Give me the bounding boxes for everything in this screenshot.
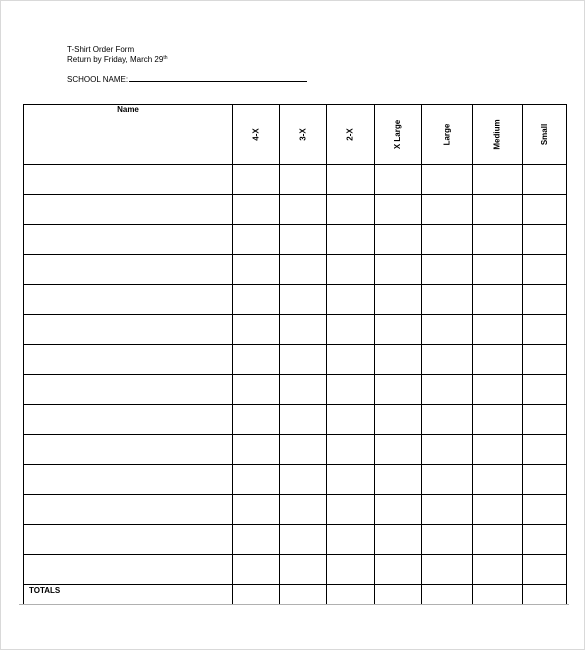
table-row	[24, 225, 567, 255]
form-title: T-Shirt Order Form	[67, 45, 135, 54]
totals-row	[24, 585, 567, 605]
size-quantity-cell[interactable]	[233, 165, 280, 195]
column-header-small	[523, 105, 567, 165]
size-quantity-cell[interactable]	[422, 555, 473, 585]
size-quantity-cell[interactable]	[523, 165, 567, 195]
table-row	[24, 435, 567, 465]
size-quantity-cell[interactable]	[523, 375, 567, 405]
name-cell[interactable]	[24, 225, 233, 255]
column-header-label: Medium	[492, 119, 502, 150]
name-cell[interactable]	[24, 555, 233, 585]
size-quantity-cell[interactable]	[422, 525, 473, 555]
size-quantity-cell[interactable]	[233, 375, 280, 405]
size-quantity-cell[interactable]	[523, 525, 567, 555]
size-quantity-cell[interactable]	[523, 285, 567, 315]
size-quantity-cell[interactable]	[233, 255, 280, 285]
column-header-label: 4-X	[251, 128, 261, 141]
column-header-4x	[233, 105, 280, 165]
size-quantity-cell[interactable]	[233, 405, 280, 435]
size-quantity-cell[interactable]	[327, 315, 375, 345]
form-header	[67, 45, 168, 65]
size-quantity-cell[interactable]	[233, 285, 280, 315]
name-cell[interactable]	[24, 315, 233, 345]
name-cell[interactable]	[24, 285, 233, 315]
size-quantity-cell[interactable]	[473, 555, 523, 585]
size-quantity-cell[interactable]	[375, 285, 422, 315]
size-quantity-cell[interactable]	[473, 315, 523, 345]
name-cell[interactable]	[24, 435, 233, 465]
size-quantity-cell[interactable]	[422, 255, 473, 285]
table-row	[24, 465, 567, 495]
totals-cell[interactable]	[523, 585, 567, 605]
column-header-label: Large	[442, 123, 452, 146]
size-quantity-cell[interactable]	[280, 465, 327, 495]
name-cell[interactable]	[24, 405, 233, 435]
size-quantity-cell[interactable]	[375, 435, 422, 465]
size-quantity-cell[interactable]	[523, 435, 567, 465]
size-quantity-cell[interactable]	[375, 525, 422, 555]
size-quantity-cell[interactable]	[523, 465, 567, 495]
size-quantity-cell[interactable]	[375, 495, 422, 525]
size-quantity-cell[interactable]	[523, 405, 567, 435]
size-quantity-cell[interactable]	[523, 225, 567, 255]
size-quantity-cell[interactable]	[375, 345, 422, 375]
size-quantity-cell[interactable]	[327, 165, 375, 195]
size-quantity-cell[interactable]	[473, 525, 523, 555]
size-quantity-cell[interactable]	[233, 225, 280, 255]
size-quantity-cell[interactable]	[280, 405, 327, 435]
size-quantity-cell[interactable]	[327, 465, 375, 495]
size-quantity-cell[interactable]	[233, 435, 280, 465]
size-quantity-cell[interactable]	[375, 315, 422, 345]
size-quantity-cell[interactable]	[233, 495, 280, 525]
size-quantity-cell[interactable]	[422, 435, 473, 465]
table-row	[24, 285, 567, 315]
size-quantity-cell[interactable]	[422, 285, 473, 315]
size-quantity-cell[interactable]	[473, 165, 523, 195]
size-quantity-cell[interactable]	[523, 495, 567, 525]
size-quantity-cell[interactable]	[327, 345, 375, 375]
size-quantity-cell[interactable]	[280, 495, 327, 525]
size-quantity-cell[interactable]	[327, 255, 375, 285]
size-quantity-cell[interactable]	[473, 345, 523, 375]
table-row	[24, 165, 567, 195]
size-quantity-cell[interactable]	[375, 555, 422, 585]
name-cell[interactable]	[24, 525, 233, 555]
totals-label: TOTALS	[29, 586, 61, 595]
size-quantity-cell[interactable]	[327, 195, 375, 225]
name-cell[interactable]	[24, 345, 233, 375]
table-row	[24, 315, 567, 345]
size-quantity-cell[interactable]	[327, 405, 375, 435]
totals-cell[interactable]	[233, 585, 280, 605]
column-header-large	[422, 105, 473, 165]
size-quantity-cell[interactable]	[422, 465, 473, 495]
totals-cell[interactable]	[375, 585, 422, 605]
table-row	[24, 495, 567, 525]
size-quantity-cell[interactable]	[422, 375, 473, 405]
size-quantity-cell[interactable]	[473, 225, 523, 255]
size-quantity-cell[interactable]	[280, 255, 327, 285]
size-quantity-cell[interactable]	[375, 225, 422, 255]
size-quantity-cell[interactable]	[327, 525, 375, 555]
size-quantity-cell[interactable]	[280, 435, 327, 465]
table-row	[24, 195, 567, 225]
column-header-3x	[280, 105, 327, 165]
name-cell[interactable]	[24, 195, 233, 225]
name-cell[interactable]	[24, 255, 233, 285]
size-quantity-cell[interactable]	[422, 315, 473, 345]
size-quantity-cell[interactable]	[473, 375, 523, 405]
size-quantity-cell[interactable]	[422, 345, 473, 375]
table-row	[24, 555, 567, 585]
size-quantity-cell[interactable]	[280, 165, 327, 195]
size-quantity-cell[interactable]	[280, 375, 327, 405]
size-quantity-cell[interactable]	[327, 435, 375, 465]
table-row	[24, 405, 567, 435]
return-by-text: Return by Friday, March 29	[67, 55, 164, 64]
table-row	[24, 375, 567, 405]
size-quantity-cell[interactable]	[473, 495, 523, 525]
column-header-medium	[473, 105, 523, 165]
return-by-line	[67, 55, 168, 65]
school-name-blank[interactable]	[129, 74, 307, 82]
totals-cell[interactable]	[280, 585, 327, 605]
name-cell[interactable]	[24, 165, 233, 195]
size-quantity-cell[interactable]	[375, 375, 422, 405]
size-quantity-cell[interactable]	[422, 195, 473, 225]
size-quantity-cell[interactable]	[233, 315, 280, 345]
size-quantity-cell[interactable]	[422, 225, 473, 255]
school-name-label: SCHOOL NAME:	[67, 75, 129, 84]
table-row	[24, 255, 567, 285]
column-header-label: X Large	[393, 119, 403, 150]
name-cell[interactable]	[24, 495, 233, 525]
column-header-x-large	[375, 105, 422, 165]
size-quantity-cell[interactable]	[233, 345, 280, 375]
column-header-label: 2-X	[345, 128, 355, 141]
size-quantity-cell[interactable]	[375, 465, 422, 495]
size-quantity-cell[interactable]	[233, 525, 280, 555]
totals-cell[interactable]	[327, 585, 375, 605]
table-header-row	[24, 105, 567, 165]
school-name-line	[67, 74, 307, 84]
size-quantity-cell[interactable]	[523, 345, 567, 375]
totals-cell[interactable]	[422, 585, 473, 605]
size-quantity-cell[interactable]	[473, 255, 523, 285]
order-table	[23, 104, 567, 605]
size-quantity-cell[interactable]	[375, 165, 422, 195]
size-quantity-cell[interactable]	[280, 195, 327, 225]
size-quantity-cell[interactable]	[422, 405, 473, 435]
size-quantity-cell[interactable]	[523, 315, 567, 345]
size-quantity-cell[interactable]	[280, 315, 327, 345]
size-quantity-cell[interactable]	[327, 555, 375, 585]
column-header-2x	[327, 105, 375, 165]
column-header-name	[24, 105, 233, 165]
size-quantity-cell[interactable]	[280, 555, 327, 585]
size-quantity-cell[interactable]	[233, 555, 280, 585]
size-quantity-cell[interactable]	[280, 225, 327, 255]
size-quantity-cell[interactable]	[233, 465, 280, 495]
size-quantity-cell[interactable]	[327, 495, 375, 525]
return-by-suffix: th	[163, 55, 168, 61]
size-quantity-cell[interactable]	[523, 195, 567, 225]
size-quantity-cell[interactable]	[327, 285, 375, 315]
totals-cell[interactable]	[473, 585, 523, 605]
size-quantity-cell[interactable]	[280, 285, 327, 315]
size-quantity-cell[interactable]	[473, 405, 523, 435]
column-header-label: Name	[117, 105, 139, 114]
size-quantity-cell[interactable]	[473, 465, 523, 495]
size-quantity-cell[interactable]	[473, 195, 523, 225]
name-cell[interactable]	[24, 375, 233, 405]
size-quantity-cell[interactable]	[327, 375, 375, 405]
bottom-divider	[19, 604, 569, 605]
size-quantity-cell[interactable]	[280, 345, 327, 375]
name-cell[interactable]	[24, 465, 233, 495]
column-header-label: Small	[540, 123, 549, 146]
size-quantity-cell[interactable]	[233, 195, 280, 225]
column-header-label: 3-X	[298, 128, 308, 141]
size-quantity-cell[interactable]	[327, 225, 375, 255]
size-quantity-cell[interactable]	[280, 525, 327, 555]
size-quantity-cell[interactable]	[375, 255, 422, 285]
size-quantity-cell[interactable]	[422, 165, 473, 195]
order-table-body	[24, 165, 567, 605]
size-quantity-cell[interactable]	[523, 255, 567, 285]
size-quantity-cell[interactable]	[473, 285, 523, 315]
size-quantity-cell[interactable]	[422, 495, 473, 525]
size-quantity-cell[interactable]	[473, 435, 523, 465]
totals-label-cell	[24, 585, 233, 605]
size-quantity-cell[interactable]	[523, 555, 567, 585]
table-row	[24, 345, 567, 375]
size-quantity-cell[interactable]	[375, 405, 422, 435]
table-row	[24, 525, 567, 555]
size-quantity-cell[interactable]	[375, 195, 422, 225]
